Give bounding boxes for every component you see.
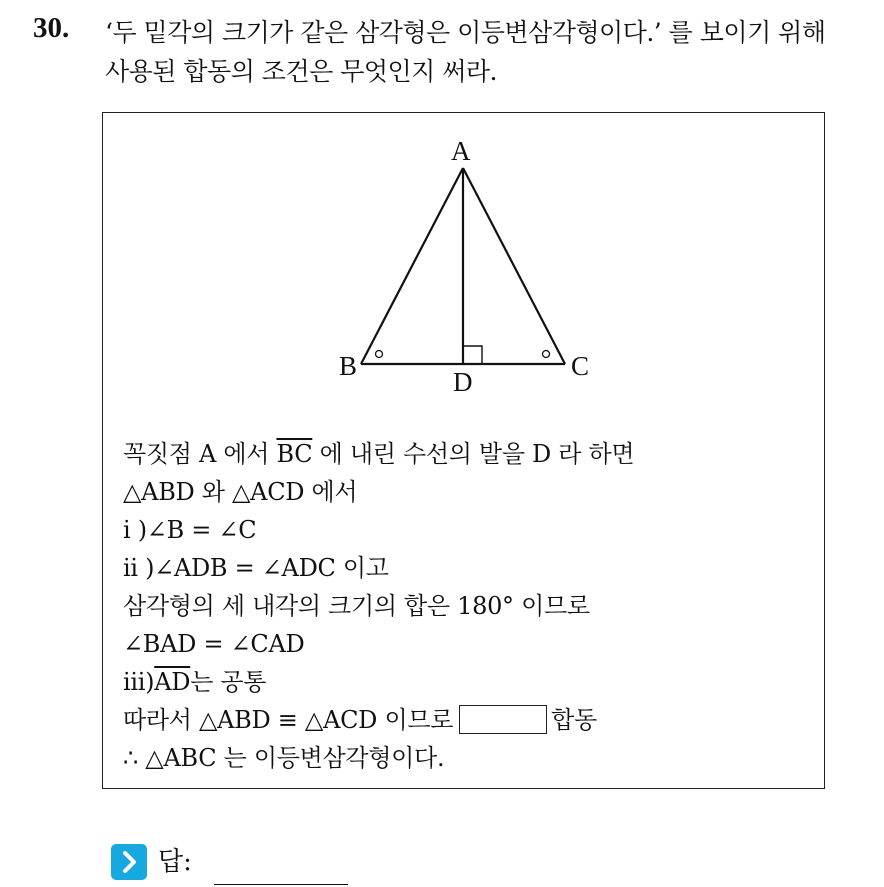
vertex-label-c: C	[571, 351, 590, 381]
right-angle-mark	[463, 346, 482, 364]
proof-line-5: 삼각형의 세 내각의 크기의 합은 180° 이므로	[123, 592, 590, 620]
angle-mark-c	[543, 351, 550, 358]
vertex-label-a: A	[451, 136, 471, 166]
segment-bc: $\overline{BC}$	[276, 440, 313, 468]
proof-line-6: ∠BAD = ∠CAD	[123, 630, 305, 658]
proof-line-3: i )∠B = ∠C	[123, 516, 257, 544]
side-ab	[361, 168, 463, 364]
angle-mark-b	[376, 351, 383, 358]
question-text-line-1: ‘두 밑각의 크기가 같은 삼각형은 이등변삼각형이다.’ 를 보이기 위해	[105, 18, 826, 47]
side-ac	[463, 168, 565, 364]
proof-box	[102, 112, 825, 789]
proof-line-1: 꼭짓점 A 에서 $\overline{BC}$ 에 내린 수선의 발을 D 라 하면	[123, 440, 635, 468]
question-number: 30.	[33, 12, 70, 44]
proof-line-4: ii )∠ADB = ∠ADC 이고	[123, 554, 389, 582]
vertex-label-d: D	[453, 367, 473, 397]
question-text-line-2: 사용된 합동의 조건은 무엇인지 써라.	[105, 57, 497, 86]
answer-label: 답:	[158, 847, 192, 877]
proof-line-9: ∴ △ABC 는 이등변삼각형이다.	[123, 744, 445, 772]
blank-box[interactable]	[459, 705, 547, 734]
proof-line-7: $iii)\overline{AD}$는 공통	[123, 668, 267, 696]
chevron-right-icon	[111, 844, 147, 880]
answer-input-line[interactable]	[214, 884, 348, 885]
segment-ad: $\overline{AD}$	[154, 668, 191, 696]
proof-line-8: 따라서 △ABD ≡ △ACD 이므로 합동	[123, 706, 597, 734]
proof-line-2: △ABD 와 △ACD 에서	[123, 478, 358, 506]
vertex-label-b: B	[339, 351, 358, 381]
triangle-figure	[103, 113, 823, 413]
